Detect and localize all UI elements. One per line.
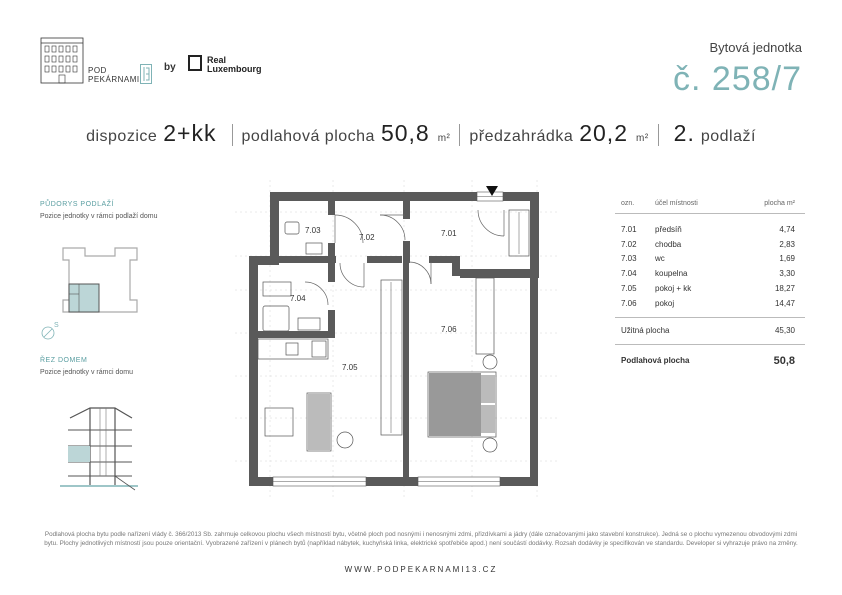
room-id: 7.05	[621, 284, 637, 294]
floor-plan-subtitle: Pozice jednotky v rámci podlaží domu	[40, 213, 158, 220]
table-divider	[615, 344, 805, 345]
col-area-header: plocha m²	[764, 200, 795, 207]
bath-shelf-icon	[263, 282, 291, 296]
room-area: 4,74	[779, 224, 795, 234]
room-name: wc	[655, 254, 665, 264]
floor-area-label: podlahová plocha	[241, 128, 375, 145]
room-name: koupelna	[655, 269, 688, 279]
room-label-7-03: 7.03	[305, 226, 321, 235]
wc-basin-icon	[306, 243, 322, 254]
kitchen-counter-icon	[258, 339, 328, 359]
floor-area-unit: m²	[437, 133, 451, 144]
room-id: 7.02	[621, 239, 637, 249]
room-name: chodba	[655, 239, 682, 249]
section-heading: ŘEZ DOMEM	[40, 357, 88, 364]
layout-value: 2+kk	[163, 120, 217, 146]
north-label: S	[54, 322, 59, 329]
table-divider	[615, 317, 805, 318]
floor-area-total-label: Podlahová plocha	[621, 356, 690, 366]
floor-number-value: 2.	[673, 120, 695, 146]
room-name: předsíň	[655, 224, 682, 234]
room-label-7-01: 7.01	[441, 229, 457, 238]
room-area: 14,47	[774, 298, 795, 308]
room-id: 7.01	[621, 224, 637, 234]
room-area: 18,27	[774, 284, 795, 294]
developer-name-line2: Luxembourg	[207, 64, 262, 74]
room-label-7-06: 7.06	[441, 325, 457, 334]
usable-area-row	[615, 323, 805, 338]
room-label-7-05: 7.05	[342, 363, 358, 372]
col-id-header: ozn.	[621, 200, 635, 207]
washbasin-icon	[298, 318, 320, 330]
project-name-line1: POD	[88, 66, 107, 75]
floor-plan-heading: PŮDORYS PODLAŽÍ	[40, 201, 114, 208]
garden-unit: m²	[635, 133, 649, 144]
unit-caption: Bytová jednotka	[709, 40, 802, 55]
floor-area-total-row	[615, 350, 805, 372]
layout-label: dispozice	[86, 128, 158, 145]
shower-icon	[263, 306, 289, 331]
usable-area-label: Užitná plocha	[621, 325, 670, 335]
usable-area-value: 45,30	[774, 325, 795, 335]
armchair-icon	[337, 432, 353, 448]
room-area: 3,30	[779, 269, 795, 279]
table-row	[615, 266, 805, 281]
legal-disclaimer: Podlahová plocha bytu podle nařízení vlády č. 366/2013 Sb. zahrnuje celkovou plochu všech místností bytu, včetně ploch pod nosnými i nenosnými zdmi, přizdívkami a jádry (dále označovanými jako stavební konstrukce). Jedná se o plochu vymezenou obvodovými zdmi bytu. Plochy jednotlivých místností jsou pouze orientační. Vyobrazené zařízení v plánech bytů (například nábytek, kuchyňská linka, elektrické spotřebiče apod.) není součástí dodávky. Rozsah dodávky je specifikován ve standardu. Developer si vyhrazuje právo na změny.	[44, 531, 798, 547]
floor-number-label: podlaží	[700, 128, 756, 145]
room-area: 2,83	[779, 239, 795, 249]
unit-number: č. 258/7	[673, 60, 802, 98]
room-name: pokoj + kk	[655, 284, 692, 294]
toilet-icon	[285, 222, 299, 234]
room-id: 7.06	[621, 298, 637, 308]
cooktop-icon	[312, 341, 326, 357]
table-row	[615, 296, 805, 311]
section-subtitle: Pozice jednotky v rámci domu	[40, 369, 133, 376]
table-row	[615, 222, 805, 237]
table-row	[615, 252, 805, 267]
floor-area-value: 50,8	[380, 120, 430, 146]
floor-area-total-value: 50,8	[773, 354, 795, 367]
project-name-line2: PEKÁRNAMI	[88, 75, 140, 84]
fixture-fills	[308, 373, 495, 450]
tall-cabinet-icon	[476, 278, 494, 354]
table-header	[615, 200, 805, 214]
sink-icon	[286, 343, 298, 355]
room-name: pokoj	[655, 298, 675, 308]
logo-by-text: by	[164, 62, 176, 73]
table-row	[615, 281, 805, 296]
lamp-icon	[483, 438, 497, 452]
garden-label: předzahrádka	[469, 128, 574, 145]
room-area: 1,69	[779, 254, 795, 264]
room-id: 7.04	[621, 269, 637, 279]
garden-value: 20,2	[579, 120, 628, 146]
room-label-7-04: 7.04	[290, 294, 306, 303]
room-area-table	[615, 200, 805, 372]
lamp-icon	[483, 355, 497, 369]
dining-table-icon	[265, 408, 293, 436]
room-label-7-02: 7.02	[359, 233, 375, 242]
table-row	[615, 237, 805, 252]
col-name-header: účel místnosti	[655, 200, 698, 207]
bookshelf-icon	[381, 280, 402, 435]
developer-name-line1: Real	[207, 55, 227, 65]
grid-guides	[235, 180, 560, 500]
website-link[interactable]: WWW.PODPEKARNAMI13.CZ	[344, 565, 498, 574]
room-id: 7.03	[621, 254, 637, 264]
